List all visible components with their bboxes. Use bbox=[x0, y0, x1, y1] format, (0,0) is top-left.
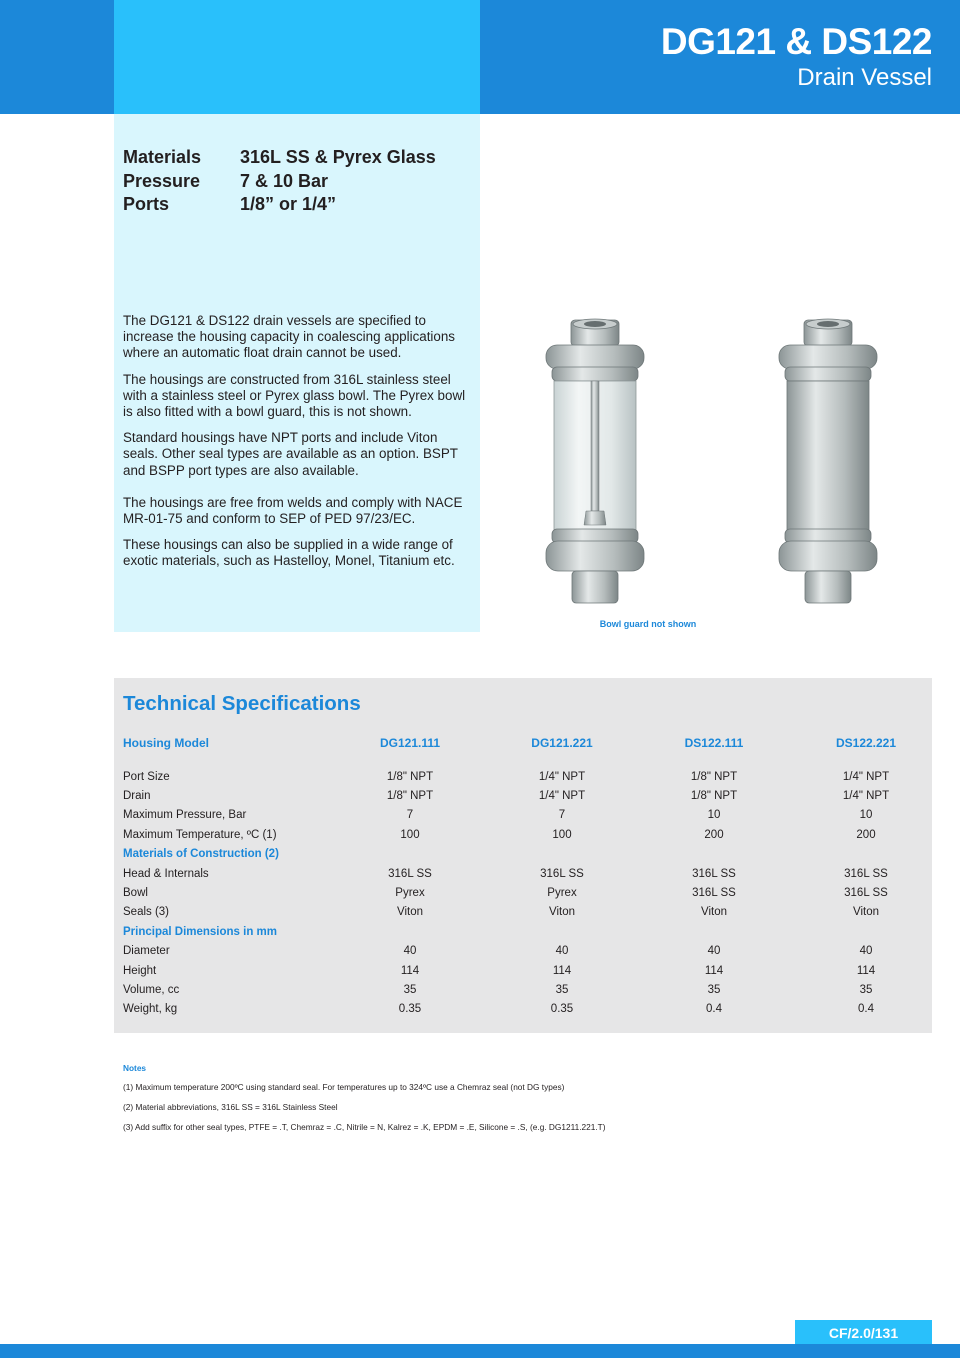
cell-value: 316L SS bbox=[388, 867, 432, 880]
table-header-cell: DS122.111 bbox=[684, 736, 744, 750]
table-row bbox=[118, 980, 942, 999]
cell-value: 1/8" NPT bbox=[386, 770, 434, 783]
row-label: Port Size bbox=[123, 770, 170, 783]
cell-value: 316L SS bbox=[540, 867, 584, 880]
steel-vessel-image bbox=[773, 315, 883, 610]
cell-value: 1/4" NPT bbox=[842, 790, 890, 803]
table-header-row bbox=[118, 733, 942, 753]
row-label: Bowl bbox=[123, 887, 148, 900]
key-spec-label: Pressure bbox=[123, 170, 201, 191]
cell-value: 40 bbox=[707, 945, 721, 958]
cell-value: 114 bbox=[552, 964, 572, 977]
description bbox=[123, 313, 473, 580]
cell-value: 1/4" NPT bbox=[842, 770, 890, 783]
cell-value: 40 bbox=[555, 945, 569, 958]
key-spec-label: Materials bbox=[123, 147, 202, 167]
note-item: (2) Material abbreviations, 316L SS = 316L Stainless Steel bbox=[123, 1102, 338, 1112]
key-specs bbox=[123, 146, 436, 217]
table-row bbox=[118, 864, 942, 883]
cell-value: 316L SS bbox=[692, 867, 736, 880]
cell-value: 0.4 bbox=[706, 1003, 722, 1016]
key-spec-ports bbox=[123, 193, 436, 217]
cell-value: 316L SS bbox=[844, 887, 888, 900]
table-header-cell: DG121.221 bbox=[531, 736, 593, 750]
cell-value: 200 bbox=[856, 828, 876, 841]
footer-bar bbox=[0, 1344, 960, 1358]
note-item: (3) Add suffix for other seal types, PTFE = .T, Chemraz = .C, Nitrile = N, Kalrez = .K, EPDM = .E, Silicone = .S, (e.g. DG1211.221.T) bbox=[123, 1122, 606, 1132]
cell-value: 35 bbox=[707, 983, 721, 996]
table-row bbox=[118, 825, 942, 844]
page-subtitle: Drain Vessel bbox=[797, 64, 932, 91]
table-row bbox=[118, 1000, 942, 1019]
key-spec-value: 316L SS & Pyrex Glass bbox=[240, 147, 436, 167]
row-label: Maximum Pressure, Bar bbox=[123, 809, 247, 822]
section-heading: Materials of Construction (2) bbox=[123, 848, 279, 861]
cell-value: 114 bbox=[704, 964, 724, 977]
cell-value: 40 bbox=[403, 945, 417, 958]
cell-value: 316L SS bbox=[844, 867, 888, 880]
cell-value: 1/8" NPT bbox=[690, 790, 738, 803]
cell-value: Viton bbox=[548, 906, 575, 919]
table-section-row bbox=[118, 845, 942, 864]
cell-value: 100 bbox=[552, 828, 572, 841]
key-spec-materials bbox=[123, 146, 436, 170]
cell-value: 1/4" NPT bbox=[538, 770, 586, 783]
table-row bbox=[118, 961, 942, 980]
table-section-row bbox=[118, 922, 942, 941]
cell-value: 1/8" NPT bbox=[386, 790, 434, 803]
table-header-cell: Housing Model bbox=[123, 736, 209, 750]
cell-value: 0.35 bbox=[550, 1003, 574, 1016]
cell-value: 35 bbox=[403, 983, 417, 996]
description-paragraph: The DG121 & DS122 drain vessels are specified to increase the housing capacity in coalescing applications where an automatic float drain cannot be used. bbox=[123, 313, 455, 361]
cell-value: Viton bbox=[700, 906, 727, 919]
description-paragraph: Standard housings have NPT ports and include Viton seals. Other seal types are available as an option. BSPT and BSPP port types are also available. bbox=[123, 430, 458, 478]
table-row bbox=[118, 786, 942, 805]
table-spacer bbox=[118, 753, 942, 767]
glass-vessel-image bbox=[540, 315, 650, 610]
description-paragraph: These housings can also be supplied in a wide range of exotic materials, such as Hastelloy, Monel, Titanium etc. bbox=[123, 537, 455, 569]
row-label: Volume, cc bbox=[123, 983, 180, 996]
description-paragraph: The housings are constructed from 316L stainless steel with a stainless steel or Pyrex glass bowl. The Pyrex bowl is also fitted with a bowl guard, this is not shown. bbox=[123, 371, 466, 420]
row-label: Seals (3) bbox=[123, 906, 170, 919]
row-label: Head & Internals bbox=[123, 867, 209, 880]
notes bbox=[123, 1063, 606, 1142]
cell-value: 0.35 bbox=[398, 1003, 422, 1016]
table-row bbox=[118, 806, 942, 825]
cell-value: 40 bbox=[859, 945, 873, 958]
cell-value: 0.4 bbox=[858, 1003, 874, 1016]
page-title: DG121 & DS122 bbox=[660, 21, 932, 62]
table-row bbox=[118, 942, 942, 961]
document-code: CF/2.0/131 bbox=[795, 1320, 932, 1344]
table-row bbox=[118, 767, 942, 786]
key-spec-value: 1/8” or 1/4” bbox=[240, 194, 337, 214]
cell-value: 316L SS bbox=[692, 887, 736, 900]
tech-spec-title: Technical Specifications bbox=[123, 692, 361, 715]
cell-value: 114 bbox=[856, 964, 876, 977]
cell-value: 114 bbox=[400, 964, 420, 977]
table-header-cell: DG121.111 bbox=[379, 736, 441, 750]
cell-value: 100 bbox=[400, 828, 420, 841]
header-accent bbox=[114, 0, 480, 114]
cell-value: Pyrex bbox=[395, 887, 425, 900]
cell-value: 1/4" NPT bbox=[538, 790, 586, 803]
table-row bbox=[118, 883, 942, 902]
cell-value: 1/8" NPT bbox=[690, 770, 738, 783]
tech-spec-table bbox=[118, 733, 942, 1019]
table-row bbox=[118, 903, 942, 922]
note-item: (1) Maximum temperature 200ºC using standard seal. For temperatures up to 324ºC use a Chemraz seal (not DG types) bbox=[123, 1082, 565, 1092]
section-heading: Principal Dimensions in mm bbox=[123, 925, 278, 938]
key-spec-pressure bbox=[123, 170, 436, 194]
image-caption: Bowl guard not shown bbox=[599, 619, 697, 629]
cell-value: 7 bbox=[558, 809, 566, 822]
row-label: Weight, kg bbox=[123, 1003, 178, 1016]
cell-value: 200 bbox=[704, 828, 724, 841]
notes-title: Notes bbox=[123, 1063, 147, 1073]
cell-value: 10 bbox=[859, 809, 873, 822]
row-label: Diameter bbox=[123, 945, 170, 958]
cell-value: 35 bbox=[859, 983, 873, 996]
key-spec-label: Ports bbox=[123, 194, 170, 214]
cell-value: Viton bbox=[396, 906, 423, 919]
key-spec-value: 7 & 10 Bar bbox=[240, 170, 329, 191]
cell-value: Viton bbox=[852, 906, 879, 919]
row-label: Height bbox=[123, 964, 157, 977]
cell-value: 7 bbox=[406, 809, 414, 822]
page-title-block bbox=[661, 20, 932, 92]
cell-value: 10 bbox=[707, 809, 721, 822]
row-label: Drain bbox=[123, 790, 151, 803]
cell-value: 35 bbox=[555, 983, 569, 996]
row-label: Maximum Temperature, ºC (1) bbox=[123, 828, 277, 841]
table-header-cell: DS122.221 bbox=[835, 736, 897, 750]
cell-value: Pyrex bbox=[547, 887, 577, 900]
description-paragraph: The housings are free from welds and comply with NACE MR-01-75 and conform to SEP of PED 97/23/EC. bbox=[123, 494, 463, 527]
